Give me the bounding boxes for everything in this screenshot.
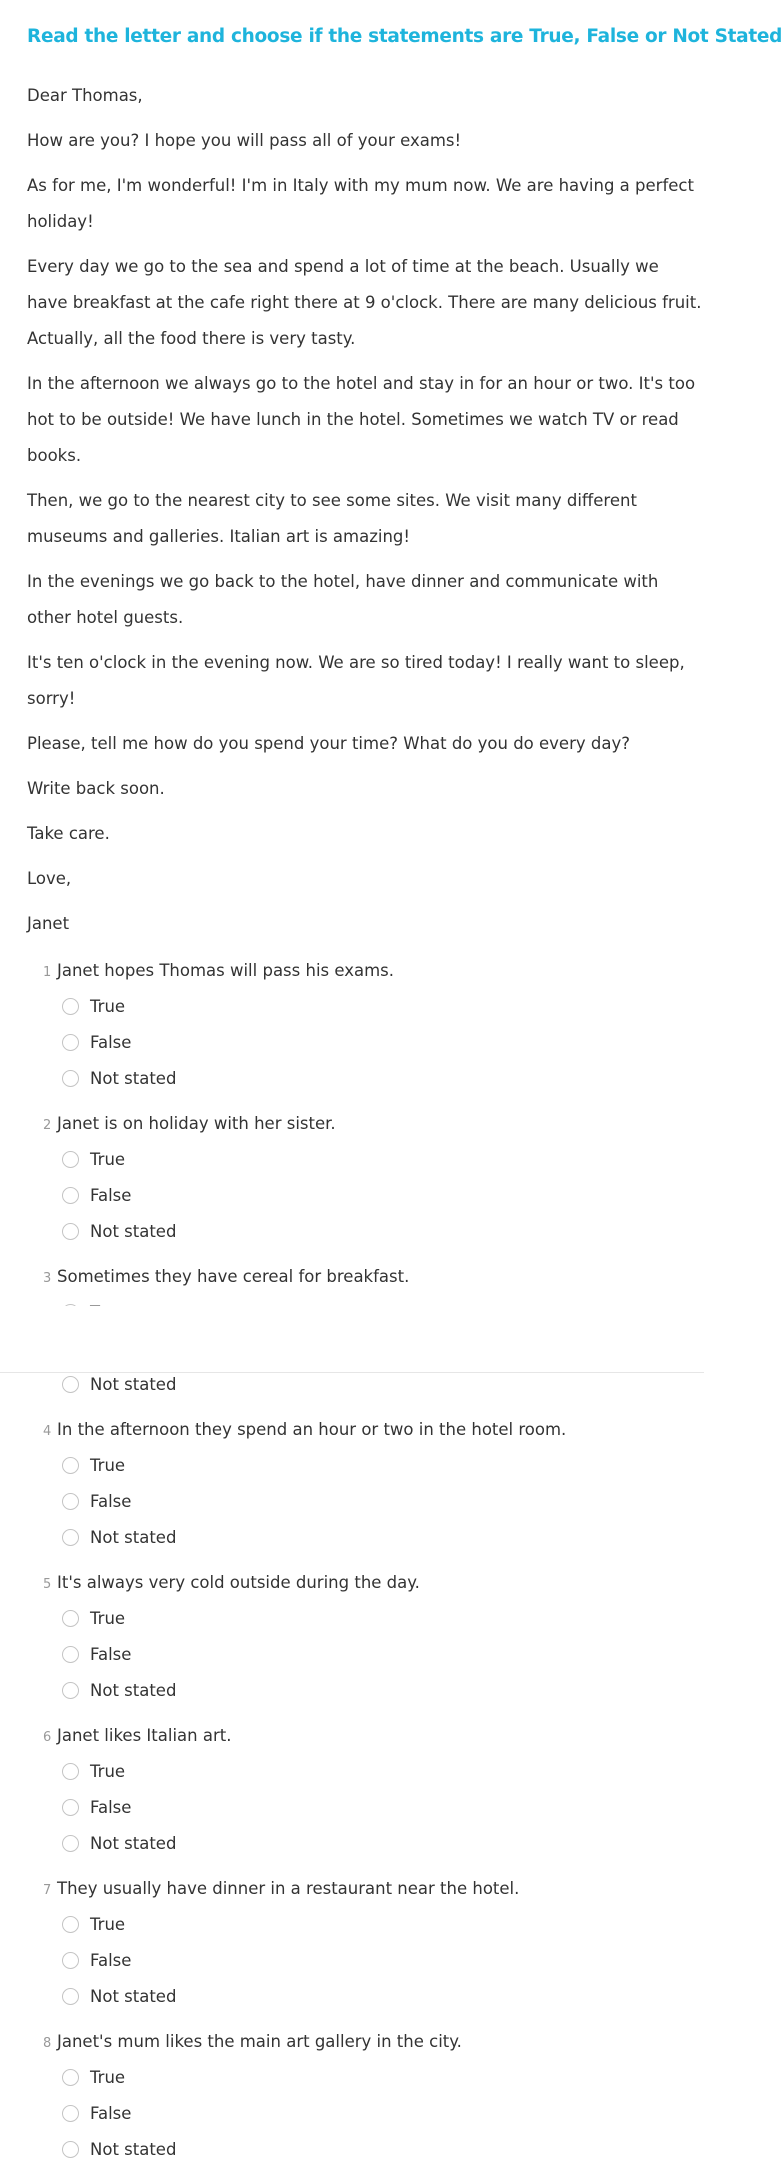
option-not-stated[interactable] — [43, 2131, 683, 2167]
option-false[interactable] — [43, 1177, 683, 1213]
option-true[interactable] — [43, 1141, 683, 1177]
option-not-stated[interactable] — [43, 1213, 683, 1249]
option-label: True — [90, 2067, 126, 2087]
radio-button[interactable] — [62, 1952, 79, 1969]
letter-paragraph: How are you? I hope you will pass all of your exams! — [27, 131, 462, 150]
option-not-stated[interactable] — [43, 1825, 683, 1861]
question-4 — [43, 1419, 683, 1555]
answer-options — [43, 1141, 683, 1249]
option-true[interactable] — [43, 988, 683, 1024]
radio-button[interactable] — [62, 1493, 79, 1510]
question-8 — [43, 2031, 683, 2167]
radio-button[interactable] — [62, 1799, 79, 1816]
option-label: True — [90, 1761, 126, 1781]
letter-closing: Write back soon. — [27, 779, 165, 798]
option-label: True — [90, 1455, 126, 1475]
question-number: 6 — [43, 1730, 52, 1745]
radio-button[interactable] — [62, 1763, 79, 1780]
option-false[interactable] — [43, 1024, 683, 1060]
question-statement — [43, 1266, 683, 1290]
option-label: Not stated — [90, 1680, 177, 1700]
question-number: 5 — [43, 1577, 52, 1592]
answer-options — [43, 1600, 683, 1708]
radio-button[interactable] — [62, 1646, 79, 1663]
radio-button[interactable] — [62, 1835, 79, 1852]
option-label: True — [90, 1608, 126, 1628]
question-text: They usually have dinner in a restaurant near the hotel. — [57, 1879, 520, 1898]
letter-paragraph: Then, we go to the nearest city to see some sites. We visit many different museums and galleries. Italian art is amazing! — [27, 491, 637, 546]
option-label: Not stated — [90, 1374, 177, 1394]
option-true[interactable] — [43, 1753, 683, 1789]
question-text: In the afternoon they spend an hour or two in the hotel room. — [57, 1420, 567, 1439]
question-statement — [43, 1113, 683, 1137]
radio-button[interactable] — [62, 1529, 79, 1546]
letter-paragraph: Every day we go to the sea and spend a lot of time at the beach. Usually we have breakfast at the cafe right there at 9 o'clock. There are many delicious fruit. Actually, all the food there is very tasty. — [27, 257, 702, 348]
letter-paragraph: Please, tell me how do you spend your time? What do you do every day? — [27, 734, 630, 753]
radio-button[interactable] — [62, 1034, 79, 1051]
option-label: False — [90, 1950, 132, 1970]
question-text: Sometimes they have cereal for breakfast. — [57, 1267, 410, 1286]
question-text: Janet is on holiday with her sister. — [57, 1114, 336, 1133]
page-break-gap — [0, 1306, 704, 1373]
option-label: Not stated — [90, 1986, 177, 2006]
question-statement — [43, 1878, 683, 1902]
option-not-stated[interactable] — [43, 1060, 683, 1096]
radio-button[interactable] — [62, 1187, 79, 1204]
option-label: False — [90, 1185, 132, 1205]
option-not-stated[interactable] — [43, 1672, 683, 1708]
radio-button[interactable] — [62, 1682, 79, 1699]
radio-button[interactable] — [62, 998, 79, 1015]
radio-button[interactable] — [62, 1070, 79, 1087]
option-label: False — [90, 1644, 132, 1664]
answer-options — [43, 1906, 683, 2014]
question-number: 4 — [43, 1424, 52, 1439]
option-label: True — [90, 1149, 126, 1169]
radio-button[interactable] — [62, 1916, 79, 1933]
answer-options — [43, 988, 683, 1096]
radio-button[interactable] — [62, 1151, 79, 1168]
option-false[interactable] — [43, 1483, 683, 1519]
radio-button[interactable] — [62, 1610, 79, 1627]
question-text: It's always very cold outside during the day. — [57, 1573, 420, 1592]
question-statement — [43, 960, 683, 984]
option-false[interactable] — [43, 1789, 683, 1825]
question-text: Janet's mum likes the main art gallery in the city. — [57, 2032, 462, 2051]
option-label: Not stated — [90, 2139, 177, 2159]
answer-options — [43, 1447, 683, 1555]
option-label: False — [90, 1797, 132, 1817]
radio-button[interactable] — [62, 2069, 79, 2086]
letter-paragraph: In the evenings we go back to the hotel, have dinner and communicate with other hotel guests. — [27, 572, 659, 627]
question-5 — [43, 1572, 683, 1708]
option-label: False — [90, 1491, 132, 1511]
letter-body — [27, 78, 703, 951]
question-statement — [43, 2031, 683, 2055]
option-label: Not stated — [90, 1833, 177, 1853]
option-false[interactable] — [43, 2095, 683, 2131]
radio-button[interactable] — [62, 1988, 79, 2005]
question-number: 8 — [43, 2036, 52, 2051]
question-6 — [43, 1725, 683, 1861]
letter-greeting: Dear Thomas, — [27, 86, 143, 105]
question-statement — [43, 1725, 683, 1749]
page-title: Read the letter and choose if the statements are True, False or Not Stated — [27, 26, 782, 47]
radio-button[interactable] — [62, 1376, 79, 1393]
answer-options — [43, 2059, 683, 2167]
radio-button[interactable] — [62, 1457, 79, 1474]
option-not-stated[interactable] — [43, 1978, 683, 2014]
question-number: 7 — [43, 1883, 52, 1898]
option-true[interactable] — [43, 1906, 683, 1942]
option-label: Not stated — [90, 1221, 177, 1241]
option-true[interactable] — [43, 1447, 683, 1483]
question-text: Janet likes Italian art. — [57, 1726, 232, 1745]
answer-options — [43, 1753, 683, 1861]
option-label: True — [90, 996, 126, 1016]
question-1 — [43, 960, 683, 1096]
letter-closing: Take care. — [27, 824, 110, 843]
letter-closing: Love, — [27, 869, 72, 888]
letter-signature: Janet — [27, 914, 70, 933]
radio-button[interactable] — [62, 1223, 79, 1240]
question-text: Janet hopes Thomas will pass his exams. — [57, 961, 395, 980]
radio-button[interactable] — [62, 2141, 79, 2158]
option-true[interactable] — [43, 1600, 683, 1636]
question-number: 3 — [43, 1271, 52, 1286]
letter-paragraph: As for me, I'm wonderful! I'm in Italy with my mum now. We are having a perfect holiday! — [27, 176, 694, 231]
question-number: 2 — [43, 1118, 52, 1133]
option-label: True — [90, 1914, 126, 1934]
option-label: False — [90, 2103, 132, 2123]
question-statement — [43, 1572, 683, 1596]
question-7 — [43, 1878, 683, 2014]
radio-button[interactable] — [62, 2105, 79, 2122]
option-not-stated[interactable] — [43, 1519, 683, 1555]
option-false[interactable] — [43, 1942, 683, 1978]
question-statement — [43, 1419, 683, 1443]
letter-paragraph: It's ten o'clock in the evening now. We are so tired today! I really want to sleep, sorry! — [27, 653, 685, 708]
option-true[interactable] — [43, 2059, 683, 2095]
option-label: Not stated — [90, 1527, 177, 1547]
letter-paragraph: In the afternoon we always go to the hotel and stay in for an hour or two. It's too hot to be outside! We have lunch in the hotel. Sometimes we watch TV or read books. — [27, 374, 696, 465]
option-label: Not stated — [90, 1068, 177, 1088]
question-number: 1 — [43, 965, 52, 980]
option-label: False — [90, 1032, 132, 1052]
question-2 — [43, 1113, 683, 1249]
option-false[interactable] — [43, 1636, 683, 1672]
